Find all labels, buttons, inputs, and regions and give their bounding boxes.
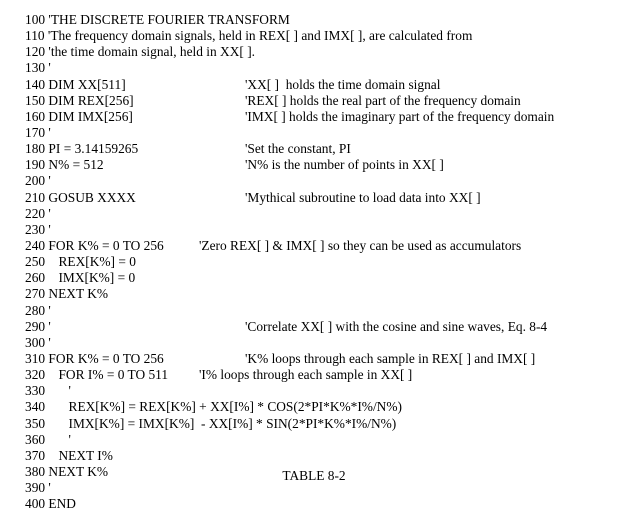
code-text: 190 N% = 512 (25, 157, 104, 173)
code-comment: 'IMX[ ] holds the imaginary part of the frequency domain (245, 108, 555, 124)
code-text: 250 REX[K%] = 0 (25, 254, 136, 270)
code-comment: 'REX[ ] holds the real part of the frequency domain (245, 92, 521, 108)
code-text: 300 ' (25, 334, 51, 350)
code-comment: 'K% loops through each sample in REX[ ] and IMX[ ] (245, 350, 536, 366)
code-text: 280 ' (25, 302, 51, 318)
code-text: 350 IMX[K%] = IMX[K%] - XX[I%] * SIN(2*PI*K%*I%/N%) (25, 415, 397, 431)
code-comment: 'N% is the number of points in XX[ ] (245, 157, 444, 173)
code-comment: 'Mythical subroutine to load data into XX[ ] (245, 189, 481, 205)
code-comment: 'Zero REX[ ] & IMX[ ] so they can be used as accumulators (199, 237, 522, 253)
table-caption: TABLE 8-2 (282, 468, 346, 483)
code-text: 200 ' (25, 173, 51, 189)
code-text: 170 ' (25, 124, 51, 140)
code-text: 390 ' (25, 480, 51, 496)
code-text: 290 ' (25, 318, 51, 334)
code-text: 310 FOR K% = 0 TO 256 (25, 350, 164, 366)
code-text: 370 NEXT I% (25, 447, 113, 463)
code-text: 270 NEXT K% (25, 286, 109, 302)
code-comment: 'I% loops through each sample in XX[ ] (199, 367, 413, 383)
code-text: 320 FOR I% = 0 TO 511 (25, 367, 169, 383)
code-text: 100 'THE DISCRETE FOURIER TRANSFORM (25, 12, 290, 27)
code-comment: 'Set the constant, PI (245, 141, 351, 157)
code-text: 240 FOR K% = 0 TO 256 (25, 237, 164, 253)
code-text: 360 ' (25, 431, 71, 447)
code-text: 140 DIM XX[511] (25, 76, 126, 92)
code-comment: 'XX[ ] holds the time domain signal (245, 76, 441, 92)
code-text: 160 DIM IMX[256] (25, 108, 133, 124)
code-text: 330 ' (25, 383, 71, 399)
code-text: 400 END (25, 496, 76, 512)
code-text: 260 IMX[K%] = 0 (25, 270, 136, 286)
code-text: 210 GOSUB XXXX (25, 189, 136, 205)
code-text: 110 'The frequency domain signals, held in REX[ ] and IMX[ ], are calculated from (25, 28, 473, 44)
code-text: 230 ' (25, 221, 51, 237)
code-text: 220 ' (25, 205, 51, 221)
code-text: 120 'the time domain signal, held in XX[ ]. (25, 44, 256, 60)
code-text: 130 ' (25, 60, 51, 76)
code-text: 340 REX[K%] = REX[K%] + XX[I%] * COS(2*PI*K%*I%/N%) (25, 399, 402, 415)
code-text: 150 DIM REX[256] (25, 92, 134, 108)
code-comment: 'Correlate XX[ ] with the cosine and sine waves, Eq. 8-4 (245, 318, 548, 334)
code-text: 380 NEXT K% (25, 463, 109, 479)
code-text: 180 PI = 3.14159265 (25, 141, 139, 157)
